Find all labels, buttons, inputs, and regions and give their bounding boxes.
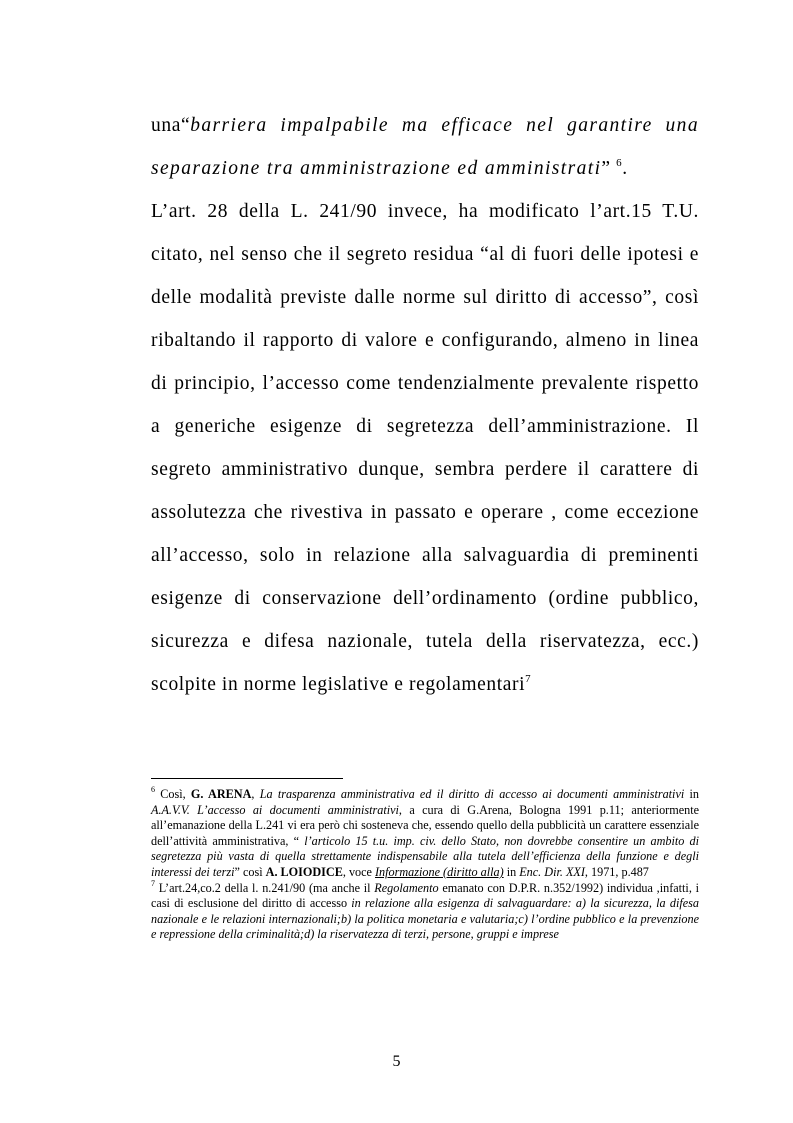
p2-text: L’art. 28 della L. 241/90 invece, ha modificato l’art.15 T.U. citato, nel senso che il segreto residua “al di fuori delle ipotesi e delle modalità previste dalle norme sul diritto di accesso”, così ribaltando il rapporto di valore e configurando, almeno in linea di principio, l’accesso come tendenzialmente prevalente rispetto a generiche esigenze di segretezza dell’amministrazione. Il segreto amministrativo dunque, sembra perdere il carattere di assolutezza che rivestiva in passato e operare , come eccezione all’accesso, solo in relazione alla salvaguardia di preminenti esigenze di conservazione dell’ordinamento (ordine pubblico, sicurezza e difesa nazionale, tutela della riservatezza, ecc.) scolpite in norme legislative e regolamentari — [151, 201, 699, 695]
footnote-ref-7[interactable]: 7 — [525, 672, 532, 685]
p1-post: ” — [601, 158, 617, 179]
fn6-entry: Informazione (diritto alla) — [375, 864, 504, 879]
fn6-text-b: , — [251, 787, 260, 801]
fn6-text-f: , voce — [342, 864, 375, 879]
fn6-text-c: in — [684, 787, 699, 801]
fn6-quote: l’articolo 15 t.u. imp. civ. dello Stato, non dovrebbe consentire un ambito di segretezza più vasta di quella strettamente indispensabile alla tutela dell’efficienza della funzione e degli interessi dei terzi — [151, 833, 699, 879]
fn6-text-a: Così, — [155, 787, 191, 801]
footnote-7 — [151, 878, 699, 943]
footnote-separator — [151, 778, 343, 779]
fn7-text-b: emanato con D.P.R. n.352/1992) individua ,infatti, i casi di esclusione del diritto di accesso — [151, 880, 699, 911]
footnote-6-number: 6 — [151, 784, 155, 794]
fn7-regolamento: Regolamento — [374, 880, 439, 895]
footnote-ref-6[interactable]: 6 — [616, 156, 623, 169]
p1-end: . — [622, 158, 628, 179]
fn6-text-d: , a cura di G.Arena, Bologna 1991 p.11; anteriormente all’emanazione della L.241 vi era però chi sosteneva che, essendo quello della pubblicità un carattere essenziale dell’attività amministrativa, “ — [151, 802, 699, 848]
footnote-7-number: 7 — [151, 878, 155, 888]
paragraph-2 — [151, 190, 699, 706]
fn7-italic: in relazione alla esigenza di salvaguardare: a) la sicurezza, la difesa nazionale e le relazioni internazionali;b) la politica monetaria e valutaria;c) l’ordine pubblico e la prevenzione e repressione della criminalità;d) la riservatezza di terzi, persone, gruppi e imprese — [151, 896, 699, 942]
fn7-text-a: L’art.24,co.2 della l. n.241/90 (ma anche il — [155, 880, 375, 895]
fn6-text-e: ” così — [234, 864, 266, 879]
footnotes — [151, 784, 699, 943]
fn6-collection: A.A.V.V. L’accesso ai documenti amministrativi — [151, 802, 399, 817]
fn6-author: G. ARENA — [190, 787, 252, 801]
page-number: 5 — [392, 1053, 401, 1070]
body-text — [151, 104, 699, 706]
p1-quote: barriera impalpabile ma efficace nel garantire una separazione tra amministrazione ed amministrati — [151, 115, 699, 179]
fn6-text-h: , 1971, p.487 — [584, 864, 649, 879]
footnote-6 — [151, 784, 699, 881]
p1-pre: una“ — [151, 115, 191, 136]
fn6-author2: A. LOIODICE — [265, 864, 343, 879]
fn6-text-g: in — [503, 864, 520, 879]
fn6-source: Enc. Dir. XXI — [519, 864, 585, 879]
paragraph-1 — [151, 104, 699, 190]
fn6-title: La trasparenza amministrativa ed il diritto di accesso ai documenti amministrativi — [259, 787, 685, 801]
